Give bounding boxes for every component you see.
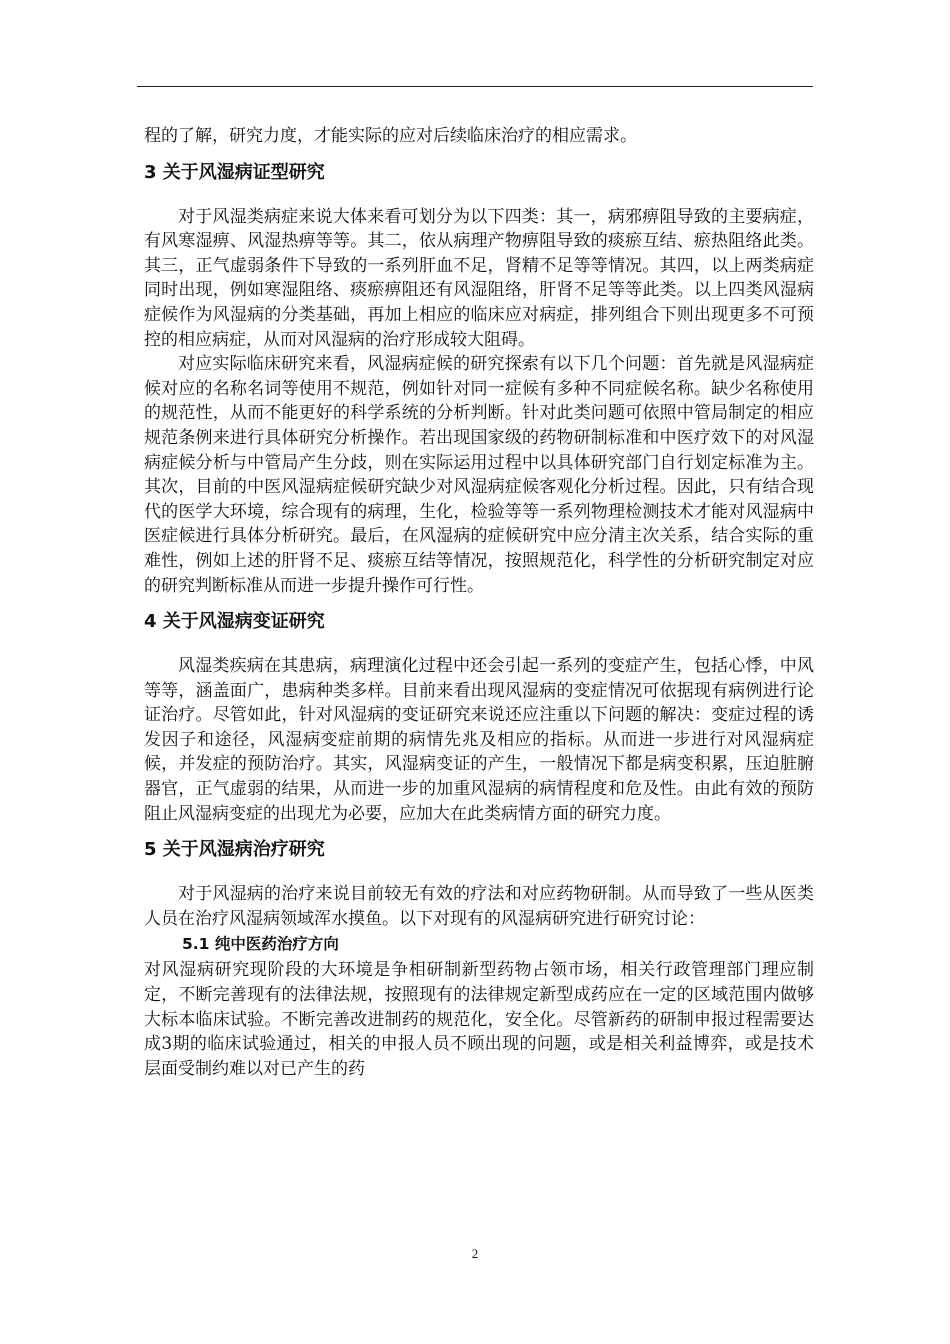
- intro-paragraph: 程的了解，研究力度，才能实际的应对后续临床治疗的相应需求。: [144, 126, 637, 146]
- subsection-5-1-paragraph: 对风湿病研究现阶段的大环境是争相研制新型药物占领市场，相关行政管理部门理应制定，不断完善现有的法律法规，按照现有的法律规定新型成药应在一定的区域范围内做够大标本临床试验。不断完善改进制药的规范化，安全化。尽管新药的研制申报过程需要达成3期的临床试验通过，相关的申报人员不顾出现的问题，或是相关利益博弈，或是技术层面受制约难以对已产生的药: [144, 960, 814, 1079]
- section-3-heading: 3 关于风湿病证型研究: [144, 161, 325, 183]
- header-rule: [137, 86, 813, 87]
- page-number: 2: [471, 1246, 479, 1261]
- subsection-5-1-heading: 5.1 纯中医药治疗方向: [182, 935, 339, 954]
- section-5-paragraph-1: 对于风湿病的治疗来说目前较无有效的疗法和对应药物研制。从而导致了一些从医类人员在治疗风湿病领域浑水摸鱼。以下对现有的风湿病研究进行研究讨论：: [144, 884, 814, 929]
- section-3-paragraph-2: 对应实际临床研究来看，风湿病症候的研究探索有以下几个问题：首先就是风湿病症候对应的名称名词等使用不规范，例如针对同一症候有多种不同症候名称。缺少名称使用的规范性，从而不能更好的科学系统的分析判断。针对此类问题可依照中管局制定的相应规范条例来进行具体研究分析操作。若出现国家级的药物研制标准和中医疗效下的对风湿病症候分析与中管局产生分歧，则在实际运用过程中以具体研究部门自行划定标准为主。其次，目前的中医风湿病症候研究缺少对风湿病症候客观化分析过程。因此，只有结合现代的医学大环境，综合现有的病理，生化，检验等等一系列物理检测技术才能对风湿病中医症候进行具体分析研究。最后，在风湿病的症候研究中应分清主次关系，结合实际的重难性，例如上述的肝肾不足、痰瘀互结等情况，按照规范化，科学性的分析研究制定对应的研究判断标准从而进一步提升操作可行性。: [144, 354, 814, 596]
- section-5-heading: 5 关于风湿病治疗研究: [144, 839, 325, 861]
- section-3-paragraph-1: 对于风湿类病症来说大体来看可划分为以下四类：其一，病邪痹阻导致的主要病症，有风寒湿痹、风湿热痹等等。其二，依从病理产物痹阻导致的痰瘀互结、瘀热阻络此类。其三，正气虚弱条件下导致的一系列肝血不足，肾精不足等等情况。其四，以上两类病症同时出现，例如寒湿阻络、痰瘀痹阻还有风湿阻络，肝肾不足等等此类。以上四类风湿病症候作为风湿病的分类基础，再加上相应的临床应对病症，排列组合下则出现更多不可预控的相应病症，从而对风湿病的治疗形成较大阻碍。: [144, 206, 814, 350]
- document-body: [144, 124, 814, 1081]
- section-4-heading: 4 关于风湿病变证研究: [144, 611, 325, 633]
- section-4-paragraph-1: 风湿类疾病在其患病，病理演化过程中还会引起一系列的变症产生，包括心悸，中风等等，涵盖面广，患病种类多样。目前来看出现风湿病的变症情况可依据现有病例进行论证治疗。尽管如此，针对风湿病的变证研究来说还应注重以下问题的解决：变症过程的诱发因子和途径，风湿病变症前期的病情先兆及相应的指标。从而进一步进行对风湿病症候，并发症的预防治疗。其实，风湿病变证的产生，一般情况下都是病变积累，压迫脏腑器官，正气虚弱的结果，从而进一步的加重风湿病的病情程度和危及性。由此有效的预防阻止风湿病变症的出现尤为必要，应加大在此类病情方面的研究力度。: [144, 656, 814, 824]
